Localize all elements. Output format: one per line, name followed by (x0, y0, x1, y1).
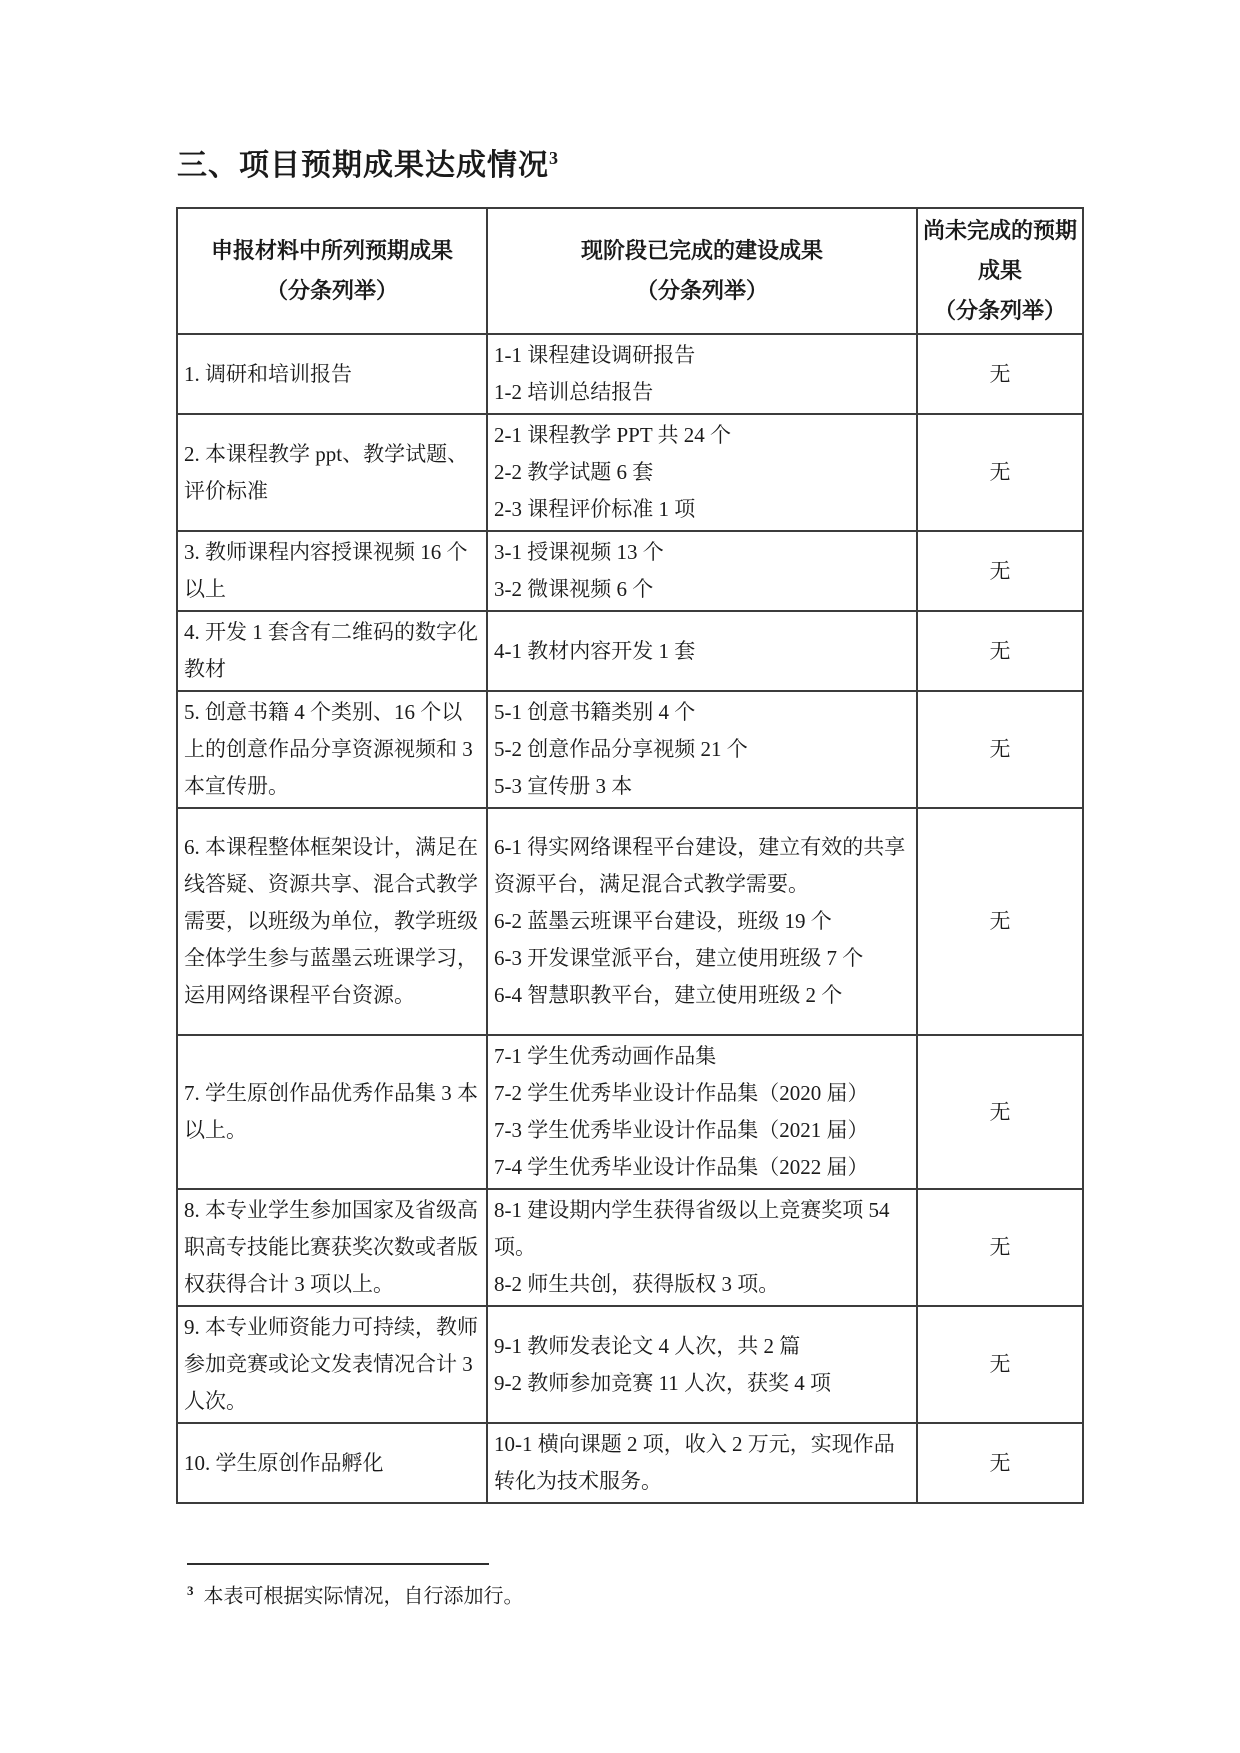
completed-item: 8-2 师生共创，获得版权 3 项。 (494, 1272, 780, 1296)
header-expected (177, 208, 487, 334)
completed-item: 1-1 课程建设调研报告 (494, 343, 696, 367)
expected-cell: 10. 学生原创作品孵化 (177, 1423, 487, 1503)
unfinished-cell: 无 (917, 691, 1083, 808)
table-row (177, 1306, 1083, 1423)
expected-cell: 9. 本专业师资能力可持续，教师参加竞赛或论文发表情况合计 3 人次。 (177, 1306, 487, 1423)
unfinished-cell: 无 (917, 808, 1083, 1035)
header-unfinished-line2: （分条列举） (933, 298, 1066, 323)
page-title (177, 140, 559, 184)
table-row (177, 808, 1083, 1035)
expected-cell: 4. 开发 1 套含有二维码的数字化教材 (177, 611, 487, 691)
completed-item: 3-1 授课视频 13 个 (494, 540, 664, 564)
completed-item: 5-3 宣传册 3 本 (494, 774, 633, 798)
header-completed (487, 208, 917, 334)
table-row (177, 691, 1083, 808)
completed-cell (487, 691, 917, 808)
expected-cell: 2. 本课程教学 ppt、教学试题、评价标准 (177, 414, 487, 531)
completed-item: 3-2 微课视频 6 个 (494, 577, 654, 601)
unfinished-cell: 无 (917, 334, 1083, 414)
table-row (177, 414, 1083, 531)
results-table (176, 207, 1084, 1504)
completed-item: 7-1 学生优秀动画作品集 (494, 1044, 717, 1068)
completed-item: 1-2 培训总结报告 (494, 380, 654, 404)
expected-cell: 6. 本课程整体框架设计，满足在线答疑、资源共享、混合式教学需要，以班级为单位，教学班级全体学生参与蓝墨云班课学习，运用网络课程平台资源。 (177, 808, 487, 1035)
completed-item: 2-2 教学试题 6 套 (494, 460, 654, 484)
footnote-marker: 3 (187, 1583, 194, 1598)
table-header-row (177, 208, 1083, 334)
table-row (177, 1189, 1083, 1306)
table-row (177, 531, 1083, 611)
completed-item: 6-3 开发课堂派平台，建立使用班级 7 个 (494, 946, 864, 970)
completed-item: 9-1 教师发表论文 4 人次，共 2 篇 (494, 1333, 801, 1358)
unfinished-cell: 无 (917, 1423, 1083, 1503)
completed-item: 2-3 课程评价标准 1 项 (494, 497, 696, 521)
completed-cell (487, 808, 917, 1035)
table-row (177, 611, 1083, 691)
table-row (177, 1423, 1083, 1503)
completed-item: 10-1 横向课题 2 项，收入 2 万元，实现作品转化为技术服务。 (494, 1432, 895, 1493)
unfinished-cell: 无 (917, 611, 1083, 691)
expected-cell: 3. 教师课程内容授课视频 16 个以上 (177, 531, 487, 611)
completed-item: 7-4 学生优秀毕业设计作品集（2022 届） (494, 1155, 869, 1179)
footnote-text-content: 本表可根据实际情况，自行添加行。 (203, 1585, 524, 1608)
page-title-text: 三、项目预期成果达成情况 (177, 149, 549, 182)
completed-item: 2-1 课程教学 PPT 共 24 个 (494, 423, 732, 447)
completed-cell (487, 1035, 917, 1189)
unfinished-cell: 无 (917, 414, 1083, 531)
footnote-reference-marker: 3 (549, 148, 559, 168)
completed-cell (487, 1423, 917, 1503)
completed-cell (487, 1306, 917, 1423)
expected-cell: 8. 本专业学生参加国家及省级高职高专技能比赛获奖次数或者版权获得合计 3 项以上。 (177, 1189, 487, 1306)
header-expected-line2: （分条列举） (265, 278, 398, 303)
expected-cell: 7. 学生原创作品优秀作品集 3 本以上。 (177, 1035, 487, 1189)
header-expected-line1: 申报材料中所列预期成果 (210, 238, 453, 263)
completed-item: 5-1 创意书籍类别 4 个 (494, 700, 696, 724)
expected-cell: 1. 调研和培训报告 (177, 334, 487, 414)
completed-item: 8-1 建设期内学生获得省级以上竞赛奖项 54 项。 (494, 1198, 890, 1259)
header-unfinished-line1: 尚未完成的预期成果 (922, 218, 1077, 283)
completed-cell (487, 611, 917, 691)
completed-cell (487, 531, 917, 611)
completed-cell (487, 414, 917, 531)
completed-item: 6-2 蓝墨云班课平台建设，班级 19 个 (494, 909, 832, 933)
completed-item: 6-1 得实网络课程平台建设，建立有效的共享资源平台，满足混合式教学需要。 (494, 835, 906, 896)
completed-cell (487, 1189, 917, 1306)
completed-item: 6-4 智慧职教平台，建立使用班级 2 个 (494, 983, 843, 1007)
footnote-separator-rule (187, 1563, 489, 1565)
unfinished-cell: 无 (917, 1035, 1083, 1189)
expected-cell: 5. 创意书籍 4 个类别、16 个以上的创意作品分享资源视频和 3 本宣传册。 (177, 691, 487, 808)
header-completed-line1: 现阶段已完成的建设成果 (580, 238, 823, 263)
completed-item: 9-2 教师参加竞赛 11 人次，获奖 4 项 (494, 1370, 831, 1395)
completed-item: 7-3 学生优秀毕业设计作品集（2021 届） (494, 1118, 869, 1142)
unfinished-cell: 无 (917, 1306, 1083, 1423)
unfinished-cell: 无 (917, 531, 1083, 611)
completed-item: 4-1 教材内容开发 1 套 (494, 638, 696, 663)
table-row (177, 334, 1083, 414)
completed-cell (487, 334, 917, 414)
header-unfinished (917, 208, 1083, 334)
completed-item: 5-2 创意作品分享视频 21 个 (494, 737, 748, 761)
header-completed-line2: （分条列举） (635, 278, 768, 303)
unfinished-cell: 无 (917, 1189, 1083, 1306)
table-row (177, 1035, 1083, 1189)
footnote-text (187, 1577, 1092, 1611)
footnote (187, 1563, 1092, 1611)
completed-item: 7-2 学生优秀毕业设计作品集（2020 届） (494, 1081, 869, 1105)
